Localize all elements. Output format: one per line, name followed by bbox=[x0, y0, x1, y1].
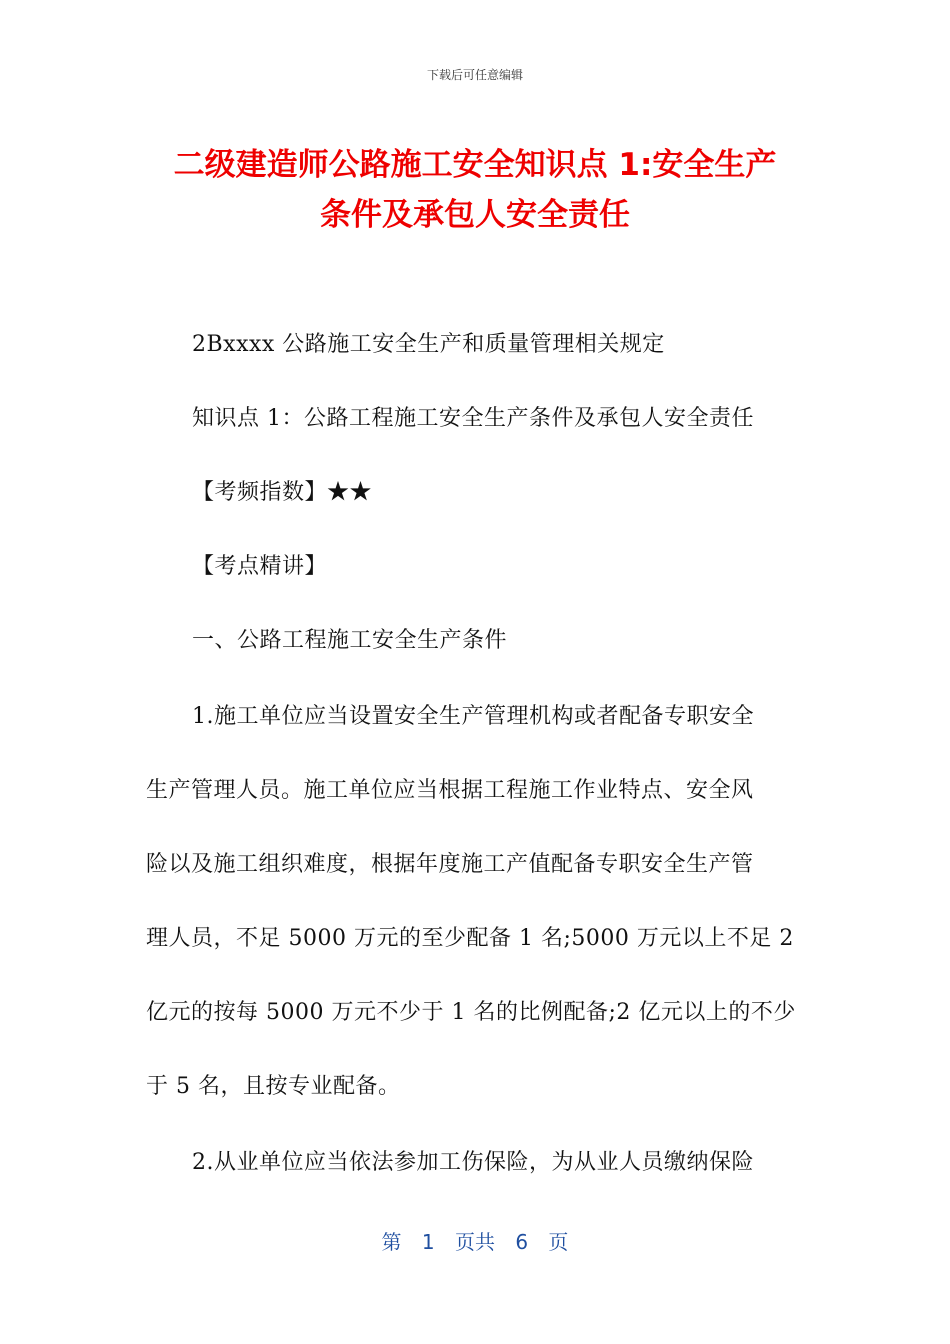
explanation-heading: 【考点精讲】 bbox=[192, 554, 328, 579]
paragraph-line: 理人员，不足 5000 万元的至少配备 1 名;5000 万元以上不足 2 bbox=[146, 926, 794, 951]
paragraph-line: 1.施工单位应当设置安全生产管理机构或者配备专职安全 bbox=[192, 704, 754, 729]
paragraph-line: 亿元的按每 5000 万元不少于 1 名的比例配备;2 亿元以上的不少 bbox=[146, 1000, 796, 1025]
section-heading: 2Bxxxx 公路施工安全生产和质量管理相关规定 bbox=[192, 332, 665, 357]
part-one-heading: 一、公路工程施工安全生产条件 bbox=[192, 628, 508, 653]
paragraph-line: 2.从业单位应当依法参加工伤保险，为从业人员缴纳保险 bbox=[192, 1150, 754, 1175]
title-line-2: 条件及承包人安全责任 bbox=[320, 197, 630, 233]
page-footer: 第 1 页共 6 页 bbox=[381, 1230, 569, 1254]
paragraph-line: 生产管理人员。施工单位应当根据工程施工作业特点、安全风 bbox=[146, 778, 754, 803]
knowledge-point: 知识点 1：公路工程施工安全生产条件及承包人安全责任 bbox=[192, 406, 754, 431]
document-title bbox=[120, 140, 830, 240]
title-line-1: 二级建造师公路施工安全知识点 1:安全生产 bbox=[173, 147, 777, 183]
paragraph-line: 于 5 名，且按专业配备。 bbox=[146, 1074, 401, 1099]
frequency-index: 【考频指数】★★ bbox=[192, 480, 373, 505]
header-note: 下载后可任意编辑 bbox=[426, 68, 523, 82]
paragraph-line: 险以及施工组织难度，根据年度施工产值配备专职安全生产管 bbox=[146, 852, 754, 877]
